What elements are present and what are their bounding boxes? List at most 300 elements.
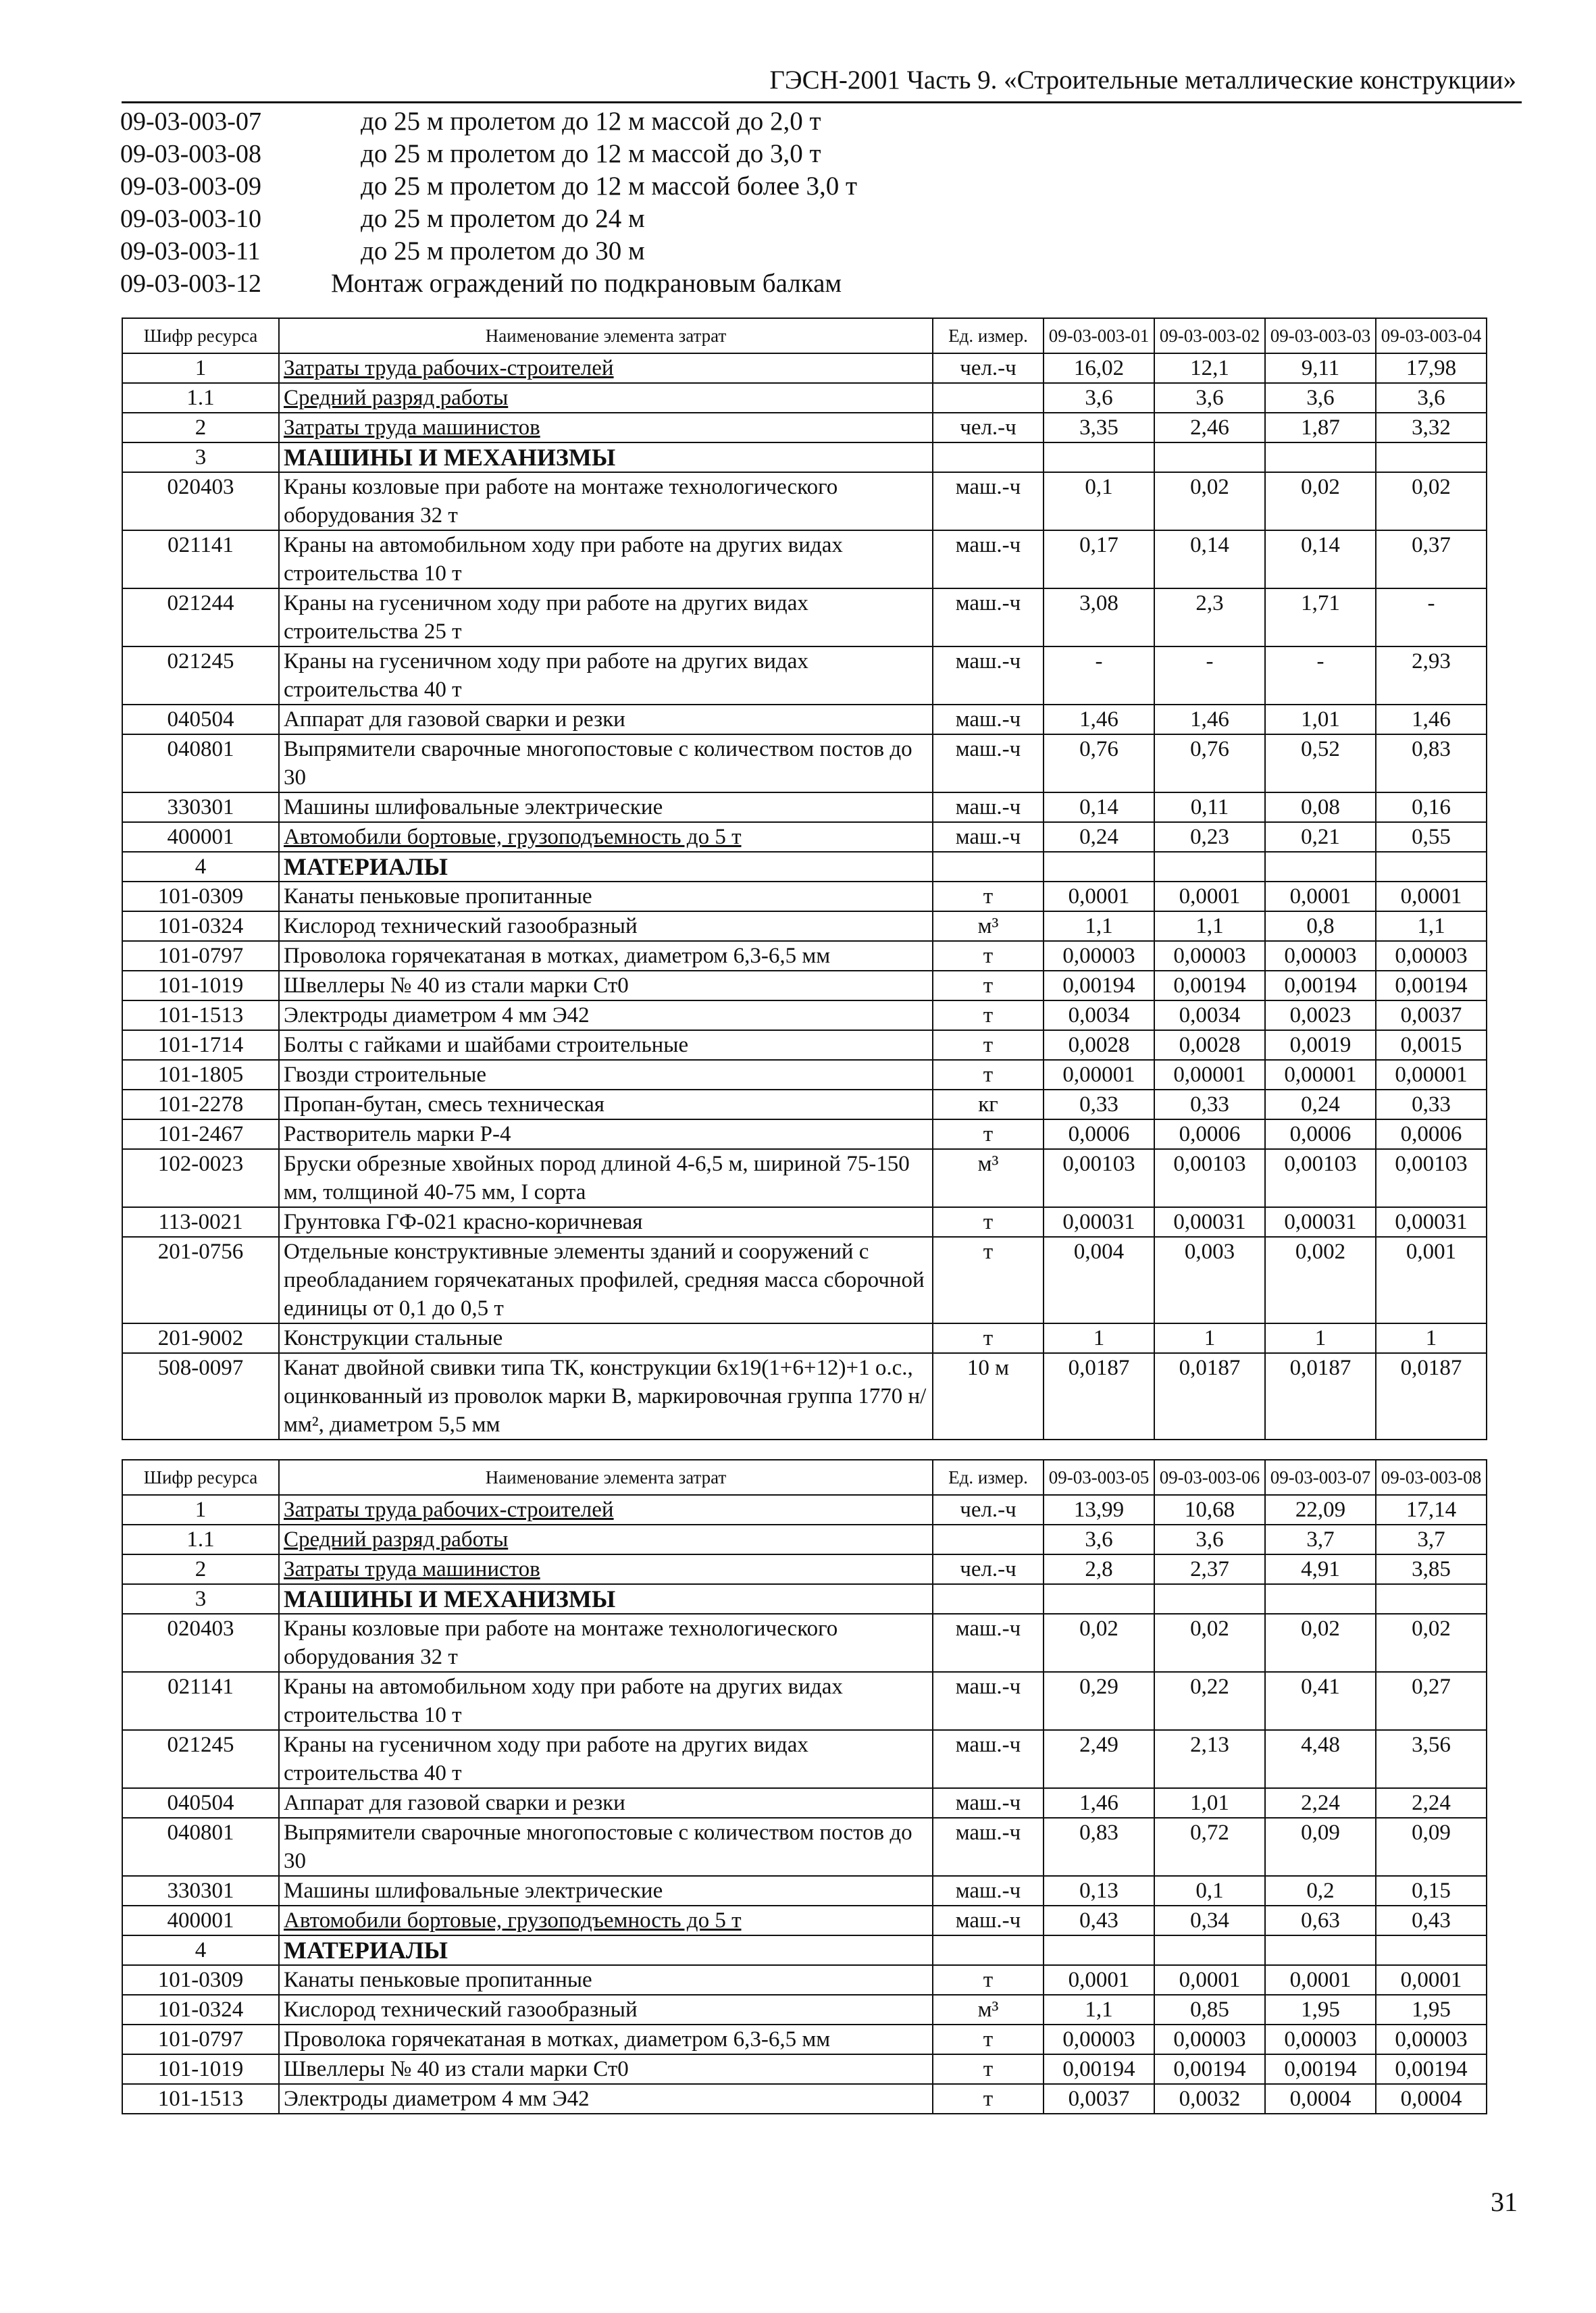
code-list-item — [120, 268, 857, 300]
cell-unit: т — [933, 1000, 1044, 1030]
cell-value: 0,33 — [1154, 1090, 1265, 1119]
table-row — [122, 1965, 1487, 1995]
cell-value: 0,00003 — [1044, 2025, 1154, 2054]
header-col: 09-03-003-04 — [1376, 318, 1487, 353]
cell-value: 0,83 — [1376, 734, 1487, 792]
cell-name: Затраты труда машинистов — [279, 413, 933, 442]
cell-value: 0,24 — [1044, 822, 1154, 852]
cell-code: 101-1714 — [122, 1030, 279, 1060]
cell-value: 0,02 — [1265, 1614, 1376, 1672]
table-row — [122, 1323, 1487, 1353]
cell-name: Кислород технический газообразный — [279, 1995, 933, 2025]
cell-value: 3,56 — [1376, 1730, 1487, 1788]
table-row — [122, 734, 1487, 792]
table-row — [122, 1788, 1487, 1818]
cell-value: 0,0032 — [1154, 2084, 1265, 2114]
cell-code: 330301 — [122, 1876, 279, 1906]
cell-value: 3,6 — [1154, 383, 1265, 413]
cell-value: 1,1 — [1376, 911, 1487, 941]
cell-code: 021245 — [122, 646, 279, 705]
cell-unit: т — [933, 1207, 1044, 1237]
cell-value: 0,003 — [1154, 1237, 1265, 1323]
cell-value: 0,00194 — [1376, 971, 1487, 1000]
cell-name: Электроды диаметром 4 мм Э42 — [279, 2084, 933, 2114]
cell-value: 0,0006 — [1154, 1119, 1265, 1149]
cell-code: 040801 — [122, 1818, 279, 1876]
cell-value: 0,00194 — [1044, 971, 1154, 1000]
cell-unit: м³ — [933, 1995, 1044, 2025]
cell-value: 0,0019 — [1265, 1030, 1376, 1060]
cell-value: 0,0028 — [1154, 1030, 1265, 1060]
cell-value: 3,6 — [1044, 1525, 1154, 1554]
cell-code: 113-0021 — [122, 1207, 279, 1237]
cell-code: 020403 — [122, 1614, 279, 1672]
table-row — [122, 353, 1487, 383]
cell-unit: маш.-ч — [933, 588, 1044, 646]
cell-value: 3,32 — [1376, 413, 1487, 442]
cell-value: - — [1044, 646, 1154, 705]
cell-name: Конструкции стальные — [279, 1323, 933, 1353]
table-row — [122, 971, 1487, 1000]
cell-value: 1,46 — [1154, 705, 1265, 734]
cell-name: Бруски обрезные хвойных пород длиной 4-6,5 м, шириной 75-150 мм, толщиной 40-75 мм, I сорта — [279, 1149, 933, 1207]
cell-value: 0,2 — [1265, 1876, 1376, 1906]
cell-name: Краны на гусеничном ходу при работе на других видах строительства 40 т — [279, 1730, 933, 1788]
cell-name: Кислород технический газообразный — [279, 911, 933, 941]
code-list-item — [120, 105, 857, 138]
section-title: МАШИНЫ И МЕХАНИЗМЫ — [279, 442, 933, 472]
cell-name: Затраты труда рабочих-строителей — [279, 353, 933, 383]
cell-value: 1,01 — [1265, 705, 1376, 734]
cell-value: 0,0187 — [1265, 1353, 1376, 1440]
cell-value: 0,00103 — [1154, 1149, 1265, 1207]
cell-value: 0,1 — [1154, 1876, 1265, 1906]
cell-value: 0,00003 — [1265, 2025, 1376, 2054]
cell-value: 17,98 — [1376, 353, 1487, 383]
cell-name: Краны на гусеничном ходу при работе на других видах строительства 25 т — [279, 588, 933, 646]
cell-value: 0,00103 — [1376, 1149, 1487, 1207]
code-id: 09-03-003-10 — [120, 205, 261, 233]
cell-value: 0,0001 — [1044, 1965, 1154, 1995]
cell-value: 3,6 — [1154, 1525, 1265, 1554]
cell-value: 1,95 — [1376, 1995, 1487, 2025]
cell-code: 330301 — [122, 792, 279, 822]
cell-value: 0,0001 — [1376, 882, 1487, 911]
cell-name: Краны на автомобильном ходу при работе на других видах строительства 10 т — [279, 530, 933, 588]
cell-value: 0,76 — [1154, 734, 1265, 792]
code-id: 09-03-003-07 — [120, 107, 261, 136]
cell-code: 021244 — [122, 588, 279, 646]
cell-value: 0,0034 — [1044, 1000, 1154, 1030]
codes-list — [120, 105, 857, 300]
cell-value: 0,0001 — [1154, 882, 1265, 911]
cell-name: Средний разряд работы — [279, 1525, 933, 1554]
cell-unit: маш.-ч — [933, 792, 1044, 822]
cell-code: 508-0097 — [122, 1353, 279, 1440]
cell-value: 0,00003 — [1044, 941, 1154, 971]
cell-empty — [1376, 852, 1487, 882]
cell-value: 2,24 — [1265, 1788, 1376, 1818]
cell-value: 9,11 — [1265, 353, 1376, 383]
code-description: до 25 м пролетом до 24 м — [361, 204, 645, 233]
cell-value: 0,0006 — [1044, 1119, 1154, 1149]
cell-code: 101-0324 — [122, 911, 279, 941]
cell-value: 0,00031 — [1154, 1207, 1265, 1237]
table-row — [122, 1149, 1487, 1207]
cell-unit: м³ — [933, 1149, 1044, 1207]
cell-value: 2,3 — [1154, 588, 1265, 646]
cell-value: 3,6 — [1376, 383, 1487, 413]
code-id: 09-03-003-11 — [120, 237, 261, 265]
cell-value: 0,11 — [1154, 792, 1265, 822]
cell-value: 0,00003 — [1376, 941, 1487, 971]
cell-unit: маш.-ч — [933, 705, 1044, 734]
table-row — [122, 882, 1487, 911]
cell-unit: т — [933, 882, 1044, 911]
cell-code: 021141 — [122, 1672, 279, 1730]
cell-value: 3,7 — [1376, 1525, 1487, 1554]
cell-value: 17,14 — [1376, 1495, 1487, 1525]
cell-value: 0,55 — [1376, 822, 1487, 852]
cell-value: 0,0001 — [1044, 882, 1154, 911]
cell-value: 0,0187 — [1044, 1353, 1154, 1440]
section-row — [122, 442, 1487, 472]
code-list-item — [120, 203, 857, 235]
cell-name: Растворитель марки Р-4 — [279, 1119, 933, 1149]
cell-value: 2,8 — [1044, 1554, 1154, 1584]
cell-value: 13,99 — [1044, 1495, 1154, 1525]
cell-unit: маш.-ч — [933, 1818, 1044, 1876]
table-row — [122, 413, 1487, 442]
cell-value: 0,27 — [1376, 1672, 1487, 1730]
header-col: 09-03-003-01 — [1044, 318, 1154, 353]
table-row — [122, 1207, 1487, 1237]
table-row — [122, 1119, 1487, 1149]
cell-name: Швеллеры № 40 из стали марки Ст0 — [279, 2054, 933, 2084]
cell-code: 1.1 — [122, 1525, 279, 1554]
cell-value: 0,72 — [1154, 1818, 1265, 1876]
page-number: 31 — [1491, 2187, 1518, 2217]
cell-name: Затраты труда машинистов — [279, 1554, 933, 1584]
header-col: 09-03-003-03 — [1265, 318, 1376, 353]
cell-value: 0,34 — [1154, 1906, 1265, 1935]
cell-value: 0,00003 — [1154, 941, 1265, 971]
cell-value: 0,41 — [1265, 1672, 1376, 1730]
cell-name: Средний разряд работы — [279, 383, 933, 413]
cell-value: 0,17 — [1044, 530, 1154, 588]
cell-value: 0,1 — [1044, 472, 1154, 530]
cell-value: 0,00003 — [1154, 2025, 1265, 2054]
cell-value: 1,1 — [1154, 911, 1265, 941]
cell-value: 4,91 — [1265, 1554, 1376, 1584]
cell-value: 0,0001 — [1265, 1965, 1376, 1995]
cell-name: Машины шлифовальные электрические — [279, 1876, 933, 1906]
table-row — [122, 1906, 1487, 1935]
cell-value: 0,00194 — [1154, 971, 1265, 1000]
cell-code: 1 — [122, 1495, 279, 1525]
table-row — [122, 2084, 1487, 2114]
cell-value: 12,1 — [1154, 353, 1265, 383]
section-row — [122, 852, 1487, 882]
cell-name: Пропан-бутан, смесь техническая — [279, 1090, 933, 1119]
cell-empty — [1044, 1584, 1154, 1614]
cell-unit: т — [933, 971, 1044, 1000]
cell-empty — [1265, 1584, 1376, 1614]
cell-value: 0,43 — [1044, 1906, 1154, 1935]
cell-unit: т — [933, 1323, 1044, 1353]
cell-name: Краны на автомобильном ходу при работе на других видах строительства 10 т — [279, 1672, 933, 1730]
table-row — [122, 1353, 1487, 1440]
cell-name: Швеллеры № 40 из стали марки Ст0 — [279, 971, 933, 1000]
cell-value: 0,00103 — [1044, 1149, 1154, 1207]
cell-name: Проволока горячекатаная в мотках, диаметром 6,3-6,5 мм — [279, 941, 933, 971]
table-row — [122, 1525, 1487, 1554]
cell-unit: т — [933, 2054, 1044, 2084]
header-code: Шифр ресурса — [122, 1460, 279, 1495]
cell-unit: маш.-ч — [933, 822, 1044, 852]
code-id: 09-03-003-12 — [120, 270, 261, 298]
cell-unit — [933, 383, 1044, 413]
cell-name: Грунтовка ГФ-021 красно-коричневая — [279, 1207, 933, 1237]
cell-code: 040801 — [122, 734, 279, 792]
cell-code: 4 — [122, 1935, 279, 1965]
table-row — [122, 1090, 1487, 1119]
cell-value: 0,02 — [1154, 472, 1265, 530]
cell-value: 1,71 — [1265, 588, 1376, 646]
cell-value: 0,0006 — [1265, 1119, 1376, 1149]
cell-value: 0,13 — [1044, 1876, 1154, 1906]
table-row — [122, 941, 1487, 971]
cell-empty — [1265, 852, 1376, 882]
header-name: Наименование элемента затрат — [279, 1460, 933, 1495]
cell-code: 400001 — [122, 822, 279, 852]
cell-value: 0,00031 — [1376, 1207, 1487, 1237]
cell-value: 0,16 — [1376, 792, 1487, 822]
table-row — [122, 1495, 1487, 1525]
cell-code: 101-1513 — [122, 2084, 279, 2114]
cell-value: 3,35 — [1044, 413, 1154, 442]
cell-value: 3,6 — [1044, 383, 1154, 413]
cell-value: - — [1265, 646, 1376, 705]
cell-code: 021141 — [122, 530, 279, 588]
cell-value: 0,33 — [1376, 1090, 1487, 1119]
cell-value: 1 — [1154, 1323, 1265, 1353]
cell-unit: чел.-ч — [933, 1495, 1044, 1525]
cell-value: 0,09 — [1265, 1818, 1376, 1876]
cell-unit: 10 м — [933, 1353, 1044, 1440]
cell-code: 101-2278 — [122, 1090, 279, 1119]
code-description: до 25 м пролетом до 12 м массой до 2,0 т — [361, 107, 821, 136]
cell-unit: маш.-ч — [933, 1876, 1044, 1906]
table-row — [122, 646, 1487, 705]
cell-value: 0,004 — [1044, 1237, 1154, 1323]
cell-code: 101-1805 — [122, 1060, 279, 1090]
header-unit: Ед. измер. — [933, 318, 1044, 353]
cell-value: 0,02 — [1044, 1614, 1154, 1672]
cell-value: 0,21 — [1265, 822, 1376, 852]
cell-value: 1,1 — [1044, 1995, 1154, 2025]
cell-value: 0,00031 — [1265, 1207, 1376, 1237]
cell-value: 2,37 — [1154, 1554, 1265, 1584]
cell-empty — [933, 1935, 1044, 1965]
cell-unit: кг — [933, 1090, 1044, 1119]
section-title: МАШИНЫ И МЕХАНИЗМЫ — [279, 1584, 933, 1614]
cell-unit: маш.-ч — [933, 1906, 1044, 1935]
code-description: до 25 м пролетом до 12 м массой более 3,0 т — [361, 172, 858, 201]
code-list-item — [120, 138, 857, 170]
cell-value: 0,00001 — [1154, 1060, 1265, 1090]
header-col: 09-03-003-05 — [1044, 1460, 1154, 1495]
cell-name: Гвозди строительные — [279, 1060, 933, 1090]
cell-value: 0,002 — [1265, 1237, 1376, 1323]
cell-name: Отдельные конструктивные элементы зданий и сооружений с преобладанием горячекатаных профилей, средняя масса сборочной единицы от 0,1 до 0,5 т — [279, 1237, 933, 1323]
cell-code: 101-1513 — [122, 1000, 279, 1030]
cell-value: 0,00001 — [1044, 1060, 1154, 1090]
cell-value: 1,46 — [1044, 705, 1154, 734]
cell-value: 0,00194 — [1265, 2054, 1376, 2084]
cell-unit: чел.-ч — [933, 1554, 1044, 1584]
cell-code: 101-1019 — [122, 2054, 279, 2084]
cell-value: 2,24 — [1376, 1788, 1487, 1818]
cell-value: 0,08 — [1265, 792, 1376, 822]
section-row — [122, 1584, 1487, 1614]
cell-value: 0,00001 — [1376, 1060, 1487, 1090]
cell-empty — [1044, 1935, 1154, 1965]
table-header-row — [122, 1460, 1487, 1495]
code-id: 09-03-003-08 — [120, 140, 261, 168]
cell-unit: маш.-ч — [933, 472, 1044, 530]
cell-empty — [1154, 442, 1265, 472]
cell-value: 22,09 — [1265, 1495, 1376, 1525]
cell-value: 2,93 — [1376, 646, 1487, 705]
cell-value: 0,76 — [1044, 734, 1154, 792]
table-header-row — [122, 318, 1487, 353]
cell-value: 0,37 — [1376, 530, 1487, 588]
cell-code: 400001 — [122, 1906, 279, 1935]
cell-value: 16,02 — [1044, 353, 1154, 383]
cell-value: 0,0001 — [1376, 1965, 1487, 1995]
cell-value: 0,14 — [1265, 530, 1376, 588]
code-description: до 25 м пролетом до 12 м массой до 3,0 т — [361, 139, 821, 168]
cell-value: 0,83 — [1044, 1818, 1154, 1876]
header-col: 09-03-003-08 — [1376, 1460, 1487, 1495]
cell-value: 0,0015 — [1376, 1030, 1487, 1060]
resources-table-1 — [122, 317, 1487, 1440]
cell-value: 0,09 — [1376, 1818, 1487, 1876]
header-rule — [122, 101, 1522, 103]
table-row — [122, 1000, 1487, 1030]
code-description: Монтаж ограждений по подкрановым балкам — [331, 269, 842, 298]
cell-value: 0,0187 — [1376, 1353, 1487, 1440]
cell-code: 101-1019 — [122, 971, 279, 1000]
cell-value: 0,001 — [1376, 1237, 1487, 1323]
cell-code: 2 — [122, 413, 279, 442]
cell-code: 101-0324 — [122, 1995, 279, 2025]
cell-value: 0,0004 — [1265, 2084, 1376, 2114]
cell-value: 0,02 — [1265, 472, 1376, 530]
cell-value: 0,23 — [1154, 822, 1265, 852]
cell-value: 0,0187 — [1154, 1353, 1265, 1440]
cell-unit: т — [933, 2025, 1044, 2054]
cell-empty — [1376, 1584, 1487, 1614]
cell-value: - — [1154, 646, 1265, 705]
cell-code: 101-2467 — [122, 1119, 279, 1149]
table-row — [122, 1818, 1487, 1876]
cell-code: 101-0309 — [122, 882, 279, 911]
resources-table-2 — [122, 1459, 1487, 2114]
cell-value: 0,0028 — [1044, 1030, 1154, 1060]
cell-unit: т — [933, 1119, 1044, 1149]
cell-code: 102-0023 — [122, 1149, 279, 1207]
cell-value: 1,95 — [1265, 1995, 1376, 2025]
cell-empty — [1154, 1584, 1265, 1614]
cell-value: 0,0006 — [1376, 1119, 1487, 1149]
table-row — [122, 1237, 1487, 1323]
cell-value: 0,63 — [1265, 1906, 1376, 1935]
cell-value: 0,0037 — [1376, 1000, 1487, 1030]
cell-value: 2,46 — [1154, 413, 1265, 442]
cell-code: 2 — [122, 1554, 279, 1584]
cell-name: Машины шлифовальные электрические — [279, 792, 933, 822]
cell-unit: т — [933, 941, 1044, 971]
section-row — [122, 1935, 1487, 1965]
cell-unit — [933, 1525, 1044, 1554]
cell-unit: маш.-ч — [933, 734, 1044, 792]
cell-value: 3,85 — [1376, 1554, 1487, 1584]
cell-unit: маш.-ч — [933, 530, 1044, 588]
cell-unit: т — [933, 1030, 1044, 1060]
cell-unit: маш.-ч — [933, 646, 1044, 705]
cell-code: 3 — [122, 1584, 279, 1614]
cell-value: 0,0004 — [1376, 2084, 1487, 2114]
cell-value: 0,00194 — [1154, 2054, 1265, 2084]
cell-name: Канаты пеньковые пропитанные — [279, 882, 933, 911]
cell-value: 3,7 — [1265, 1525, 1376, 1554]
cell-name: Выпрямители сварочные многопостовые с количеством постов до 30 — [279, 734, 933, 792]
header-code: Шифр ресурса — [122, 318, 279, 353]
table-row — [122, 472, 1487, 530]
cell-value: 0,22 — [1154, 1672, 1265, 1730]
cell-value: 1 — [1265, 1323, 1376, 1353]
cell-value: 10,68 — [1154, 1495, 1265, 1525]
cell-value: 3,08 — [1044, 588, 1154, 646]
cell-value: 1,01 — [1154, 1788, 1265, 1818]
cell-name: Краны козловые при работе на монтаже технологического оборудования 32 т — [279, 472, 933, 530]
cell-value: 1 — [1044, 1323, 1154, 1353]
cell-name: Аппарат для газовой сварки и резки — [279, 705, 933, 734]
cell-value: 0,02 — [1376, 1614, 1487, 1672]
cell-value: 0,00003 — [1376, 2025, 1487, 2054]
cell-name: Автомобили бортовые, грузоподъемность до 5 т — [279, 822, 933, 852]
cell-unit: маш.-ч — [933, 1788, 1044, 1818]
cell-name: Краны козловые при работе на монтаже технологического оборудования 32 т — [279, 1614, 933, 1672]
cell-code: 1 — [122, 353, 279, 383]
page-header: ГЭСН-2001 Часть 9. «Строительные металлические конструкции» — [769, 66, 1516, 95]
table-row — [122, 1672, 1487, 1730]
cell-empty — [933, 852, 1044, 882]
code-list-item — [120, 170, 857, 203]
cell-value: 0,8 — [1265, 911, 1376, 941]
table-row — [122, 1554, 1487, 1584]
cell-code: 201-0756 — [122, 1237, 279, 1323]
cell-name: Проволока горячекатаная в мотках, диаметром 6,3-6,5 мм — [279, 2025, 933, 2054]
table-row — [122, 1876, 1487, 1906]
cell-value: 0,43 — [1376, 1906, 1487, 1935]
cell-empty — [1265, 1935, 1376, 1965]
header-col: 09-03-003-06 — [1154, 1460, 1265, 1495]
cell-value: 3,6 — [1265, 383, 1376, 413]
cell-code: 101-0309 — [122, 1965, 279, 1995]
